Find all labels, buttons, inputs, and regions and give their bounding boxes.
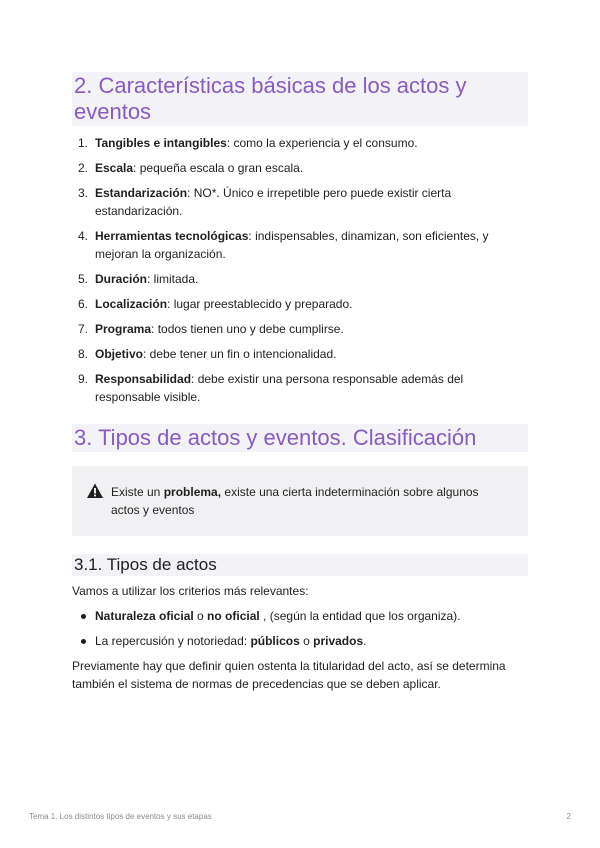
page-content: [72, 72, 528, 693]
callout-text: Existe un problema, existe una cierta indeterminación sobre algunos actos y eventos: [111, 485, 479, 517]
page-number: 2: [566, 812, 571, 821]
section-3-heading: 3. Tipos de actos y eventos. Clasificación: [72, 424, 528, 452]
list-item: 3. Estandarización: NO*. Único e irrepetible pero puede existir cierta estandarización.: [78, 186, 452, 218]
list-item: 8. Objetivo: debe tener un fin o intencionalidad.: [78, 347, 337, 361]
criteria-list: [72, 607, 528, 650]
list-item: 6. Localización: lugar preestablecido y preparado.: [78, 297, 353, 311]
warning-icon: [86, 482, 104, 500]
warning-callout: [72, 466, 528, 536]
list-item: Naturaleza oficial o no oficial , (según la entidad que los organiza).: [72, 607, 528, 625]
list-item: 1. Tangibles e intangibles: como la experiencia y el consumo.: [78, 136, 418, 150]
intro-text: Vamos a utilizar los criterios más relevantes:: [72, 584, 309, 598]
list-item: 5. Duración: limitada.: [78, 272, 199, 286]
list-item: 9. Responsabilidad: debe existir una persona responsable además del responsable visible.: [78, 372, 464, 404]
body-paragraph: Previamente hay que definir quien ostenta la titularidad del acto, así se determina también el sistema de normas de precedencias que se deben aplicar.: [72, 659, 506, 691]
section-2-heading: 2. Características básicas de los actos y eventos: [72, 72, 528, 126]
list-item: 7. Programa: todos tienen uno y debe cumplirse.: [78, 322, 344, 336]
list-item: La repercusión y notoriedad: públicos o privados.: [72, 632, 528, 650]
list-item: 4. Herramientas tecnológicas: indispensables, dinamizan, son eficientes, y mejoran la organización.: [78, 229, 489, 261]
list-item: 2. Escala: pequeña escala o gran escala.: [78, 161, 304, 175]
characteristics-list: [72, 134, 528, 406]
section-3-1-heading: 3.1. Tipos de actos: [72, 554, 528, 576]
footer-title: Tema 1. Los distintos tipos de eventos y sus etapas: [29, 812, 212, 821]
